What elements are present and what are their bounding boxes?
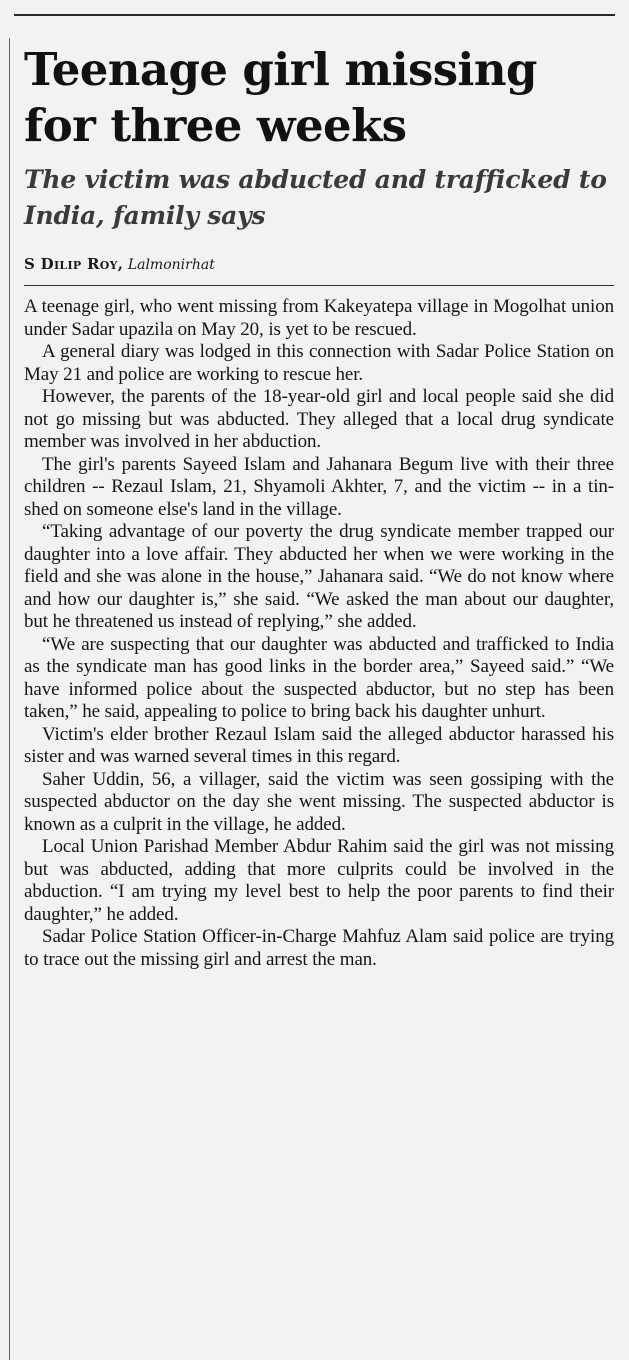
- paragraph: Sadar Police Station Officer-in-Charge Mahfuz Alam said police are trying to trace out the missing girl and arrest the man.: [24, 926, 614, 970]
- paragraph: However, the parents of the 18-year-old girl and local people said she did not go missing but was abducted. They alleged that a local drug syndicate member was involved in her abduction.: [24, 386, 614, 452]
- subheadline: The victim was abducted and trafficked to India, family says: [24, 165, 607, 230]
- paragraph: A teenage girl, who went missing from Kakeyatepa village in Mogolhat union under Sadar upazila on May 20, is yet to be rescued.: [24, 296, 614, 340]
- news-article: [24, 30, 614, 971]
- headline: Teenage girl missing for three weeks: [24, 43, 537, 152]
- paragraph: “We are suspecting that our daughter was abducted and trafficked to India as the syndicate man has good links in the border area,” Sayeed said.” “We have informed police about the suspected abductor, but no step has been taken,” he said, appealing to police to bring back his daughter unhurt.: [24, 633, 614, 722]
- byline-location: Lalmonirhat: [127, 257, 215, 273]
- paragraph: Saher Uddin, 56, a villager, said the victim was seen gossiping with the suspected abductor on the day she went missing. The suspected abductor is known as a culprit in the village, he added.: [24, 768, 614, 835]
- paragraph: Local Union Parishad Member Abdur Rahim said the girl was not missing but was abducted, adding that more culprits could be involved in the abduction. “I am trying my level best to help the poor parents to find their daughter,” he added.: [24, 836, 614, 925]
- byline: S Dilip Roy, Lalmonirhat: [24, 255, 215, 273]
- paragraph: The girl's parents Sayeed Islam and Jahanara Begum live with their three children -- Rezaul Islam, 21, Shyamoli Akhter, 7, and the victim -- in a tin-shed on someone else's land in the village.: [24, 453, 614, 520]
- paragraph: “Taking advantage of our poverty the drug syndicate member trapped our daughter into a love affair. They abducted her when we were working in the field and she was alone in the house,” Jahanara said. “We do not know where and how our daughter is,” she said. “We asked the man about our daughter, but he threatened us instead of replying,” she added.: [24, 521, 614, 632]
- paragraph: Victim's elder brother Rezaul Islam said the alleged abductor harassed his sister and was warned several times in this regard.: [24, 723, 614, 767]
- paragraph: A general diary was lodged in this connection with Sadar Police Station on May 21 and police are working to rescue her.: [24, 341, 614, 385]
- column-divider: [9, 38, 10, 1360]
- top-rule: [14, 14, 615, 16]
- byline-divider: [24, 285, 614, 286]
- byline-author: S Dilip Roy: [24, 255, 118, 273]
- article-body: [24, 296, 614, 971]
